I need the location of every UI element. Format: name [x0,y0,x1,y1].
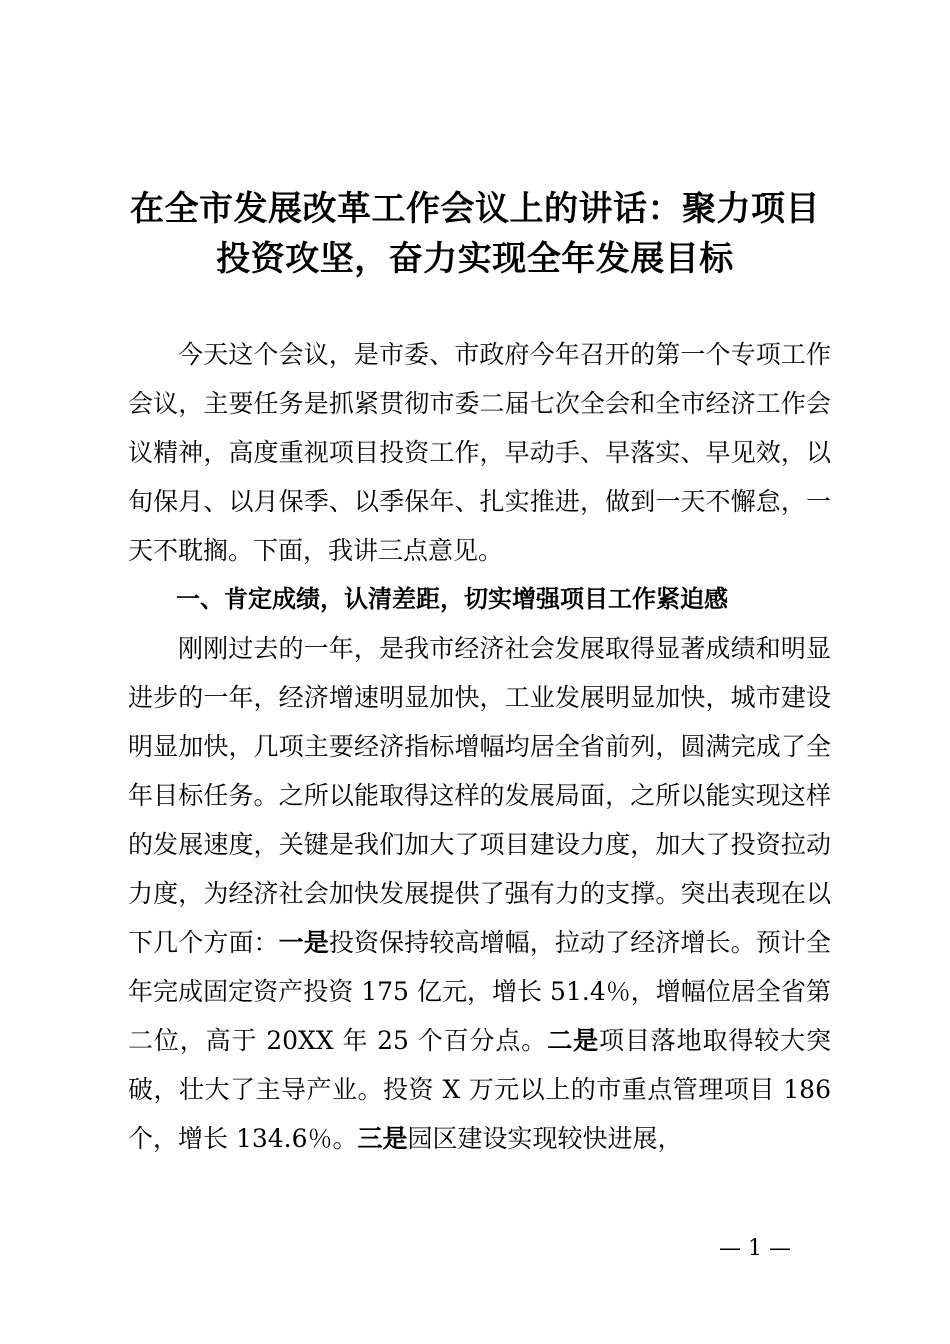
title-line-1: 在全市发展改革工作会议上的讲话：聚力项目 [130,189,820,229]
point-3-text: 园区建设实现较快进展， [407,1124,683,1153]
document-body [128,330,831,1163]
point-2-text: 项目落地取得较大突破，壮大了主导产业。投资 X 万元以上的市重点管理项目 186 个，增长 134.6％。 [128,1026,831,1153]
section-1-paragraph [128,624,831,1163]
point-1-text: 投资保持较高增幅，拉动了经济增长。预计全年完成固定资产投资 175 亿元，增长 51.4％，增幅位居全省第二位，高于 20XX 年 25 个百分点。 [128,928,831,1055]
point-2-label: 二是 [547,1026,599,1055]
intro-paragraph: 今天这个会议，是市委、市政府今年召开的第一个专项工作会议，主要任务是抓紧贯彻市委二届七次全会和全市经济工作会议精神，高度重视项目投资工作，早动手、早落实、早见效，以旬保月、以月保季、以季保年、扎实推进，做到一天不懈怠，一天不耽搁。下面，我讲三点意见。 [128,340,831,565]
document-title [100,184,850,284]
section-1-heading: 一、肯定成绩，认清差距，切实增强项目工作紧迫感 [176,585,728,613]
section-1-lead: 刚刚过去的一年，是我市经济社会发展取得显著成绩和明显进步的一年，经济增速明显加快，工业发展明显加快，城市建设明显加快，几项主要经济指标增幅均居全省前列，圆满完成了全年目标任务。之所以能取得这样的发展局面，之所以能实现这样的发展速度，关键是我们加大了项目建设力度，加大了投资拉动力度，为经济社会加快发展提供了强有力的支撑。突出表现在以下几个方面： [128,634,831,957]
title-line-2: 投资攻坚，奋力实现全年发展目标 [216,239,734,279]
point-1-label: 一是 [278,928,329,957]
point-3-label: 三是 [357,1124,408,1153]
page-number: — 1 — [719,1236,791,1261]
